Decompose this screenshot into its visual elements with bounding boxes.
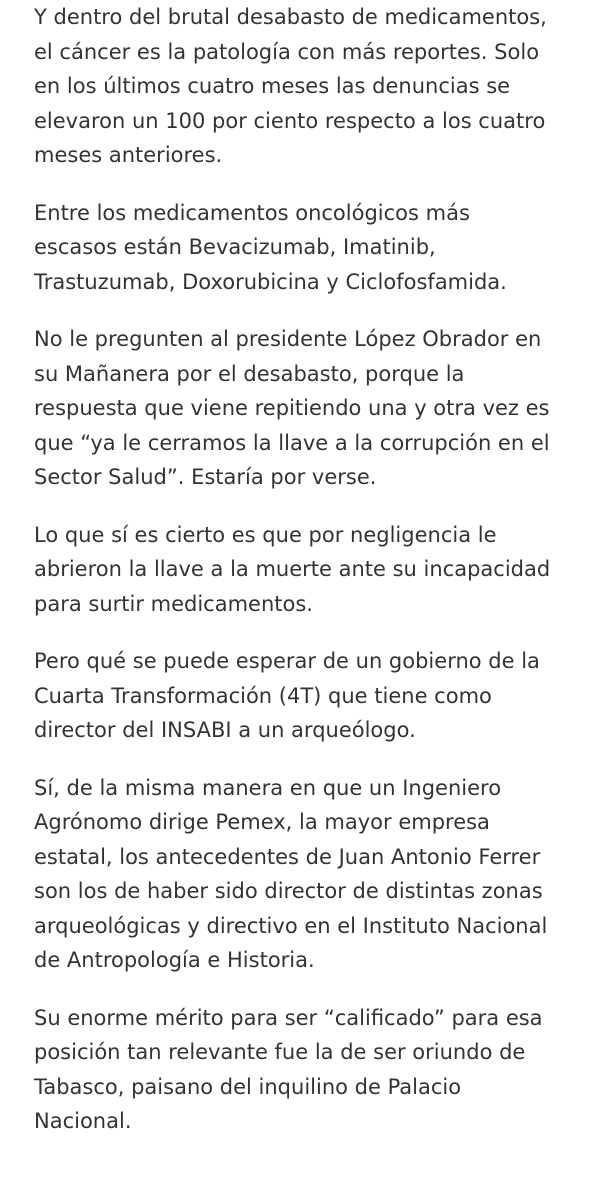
article-paragraph: Entre los medicamentos oncológicos más escasos están Bevacizumab, Imatinib, Trastuzumab, Doxorubicina y Ciclofosfamida. bbox=[34, 200, 507, 294]
article-paragraph: No le pregunten al presidente López Obrador en su Mañanera por el desabasto, porque la respuesta que viene repitiendo una y otra vez es que “ya le cerramos la llave a la corrupción en el Sector Salud”. Estaría por verse. bbox=[34, 327, 550, 489]
article-paragraph: Y dentro del brutal desabasto de medicamentos, el cáncer es la patología con más reportes. Solo en los últimos cuatro meses las denuncias se elevaron un 100 por ciento respecto a los cuatro meses anteriores. bbox=[34, 5, 547, 167]
article-paragraph: Sí, de la misma manera en que un Ingeniero Agrónomo dirige Pemex, la mayor empresa estatal, los antecedentes de Juan Antonio Ferrer son los de haber sido director de distintas zonas arqueológicas y directivo en el Instituto Nacional de Antropología e Historia. bbox=[34, 775, 548, 972]
article-paragraph: Pero qué se puede esperar de un gobierno de la Cuarta Transformación (4T) que tiene como director del INSABI a un arqueólogo. bbox=[34, 649, 540, 742]
article-body bbox=[34, 0, 594, 1139]
article-paragraph: Su enorme mérito para ser “calificado” para esa posición tan relevante fue la de ser oriundo de Tabasco, paisano del inquilino de Palacio Nacional. bbox=[34, 1005, 543, 1133]
article-paragraph: Lo que sí es cierto es que por negligencia le abrieron la llave a la muerte ante su incapacidad para surtir medicamentos. bbox=[34, 522, 551, 616]
